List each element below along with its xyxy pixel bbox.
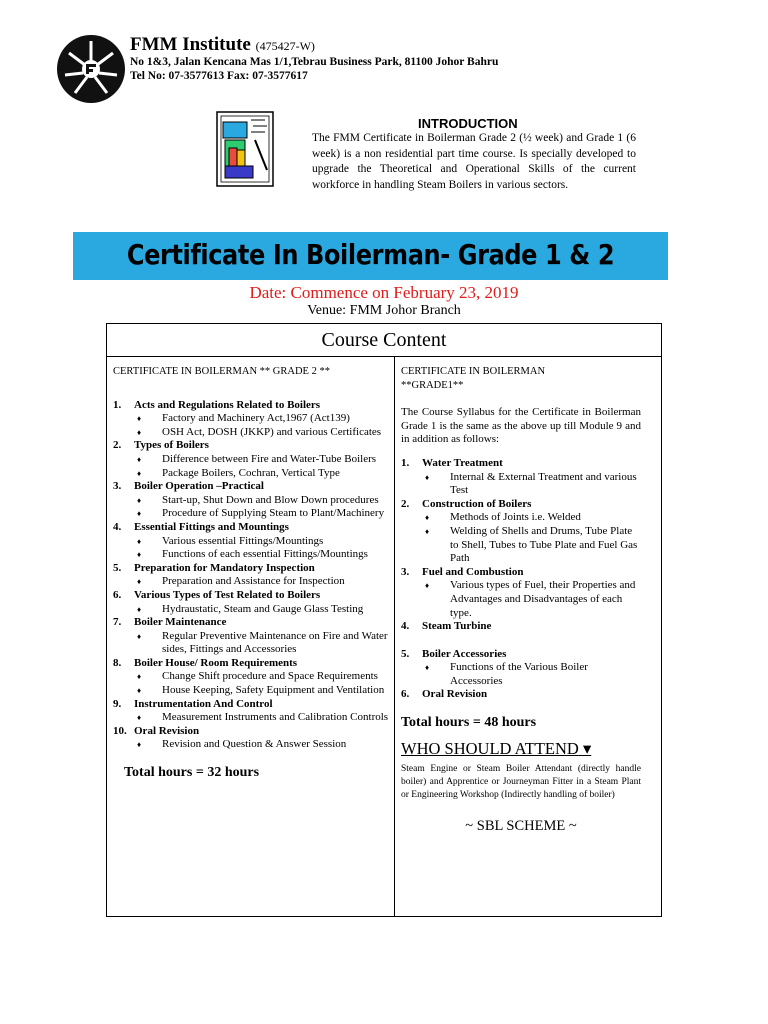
module-item [113,521,389,535]
module-title: Acts and Regulations Related to Boilers [134,398,321,411]
module-subtopic [113,494,389,508]
diamond-bullet-icon: ♦ [137,509,142,519]
grade1-intro: The Course Syllabus for the Certificate in Boilerman Grade 1 is the same as the above up till Module 9 and in addition as follows: [401,406,641,446]
module-number: 2. [113,439,122,452]
module-number: 4. [113,520,122,533]
module-subtopic [113,738,389,752]
module-title: Water Treatment [422,456,503,469]
stationery-clipart-icon [215,110,275,188]
module-number: 7. [113,616,122,629]
diamond-bullet-icon: ♦ [137,427,142,437]
subtopic-text: Hydraustatic, Steam and Gauge Glass Testing [162,602,364,615]
column-divider [394,357,395,916]
module-item [113,439,389,453]
module-number: 3. [113,480,122,493]
grade2-module-list [113,399,389,752]
diamond-bullet-icon: ♦ [137,713,142,723]
module-title: Steam Turbine [422,620,492,633]
grade2-total-hours: Total hours = 32 hours [124,765,260,781]
diamond-bullet-icon: ♦ [425,663,430,673]
module-title: Construction of Boilers [422,497,532,510]
diamond-bullet-icon: ♦ [425,513,430,523]
subtopic-text: Package Boilers, Cochran, Vertical Type [162,466,340,479]
module-subtopic [401,579,641,620]
module-subtopic [113,630,389,657]
intro-heading: INTRODUCTION [418,116,518,131]
module-title: Boiler Accessories [422,647,507,660]
module-item [113,725,389,739]
subtopic-text: Functions of each essential Fittings/Mountings [162,548,368,561]
module-title: Essential Fittings and Mountings [134,520,289,533]
module-number: 6. [401,688,410,701]
module-title: Oral Revision [422,688,488,701]
module-title: Preparation for Mandatory Inspection [134,561,315,574]
module-item [401,648,641,662]
module-title: Types of Boilers [134,439,209,452]
module-item [113,480,389,494]
module-subtopic [113,535,389,549]
grade1-heading-line2: **GRADE1** [401,379,464,391]
course-title: Certificate In Boilerman- Grade 1 & 2 [126,238,615,271]
subtopic-text: OSH Act, DOSH (JKKP) and various Certificates [162,425,382,438]
diamond-bullet-icon: ♦ [137,414,142,424]
module-item [113,399,389,413]
grade2-heading: CERTIFICATE IN BOILERMAN ** GRADE 2 ** [113,366,330,377]
grade1-heading-line1: CERTIFICATE IN BOILERMAN [401,366,546,377]
who-should-attend-text: Steam Engine or Steam Boiler Attendant (directly handle boiler) and Apprentice or Journeyman Fitter in a Steam Plant or Engineering Workshop (Indirectly handling of boiler) [401,764,641,801]
module-subtopic [401,525,641,566]
module-title: Boiler House/ Room Requirements [134,656,298,669]
module-item [401,688,641,702]
subtopic-text: Procedure of Supplying Steam to Plant/Machinery [162,507,385,520]
module-number: 4. [401,620,410,633]
module-title: Fuel and Combustion [422,565,524,578]
module-subtopic [113,711,389,725]
module-number: 8. [113,656,122,669]
module-number: 1. [401,456,410,469]
diamond-bullet-icon: ♦ [137,536,142,546]
commence-date: Date: Commence on February 23, 2019 [249,283,519,302]
subtopic-text: Start-up, Shut Down and Blow Down procedures [162,493,379,506]
fmm-logo [55,33,127,105]
subtopic-text: Revision and Question & Answer Session [162,738,347,751]
module-subtopic [113,426,389,440]
module-subtopic [113,575,389,589]
diamond-bullet-icon: ♦ [137,686,142,696]
subtopic-text: Difference between Fire and Water-Tube Boilers [162,452,377,465]
subtopic-text: Internal & External Treatment and various Test [450,470,637,497]
diamond-bullet-icon: ♦ [137,468,142,478]
intro-text: The FMM Certificate in Boilerman Grade 2 (½ week) and Grade 1 (6 week) is a non residential part time course. Is specially developed to upgrade the Theoretical and Operational Skills of the current workforce in handling Steam Boilers in various sectors. [312,132,636,191]
module-number: 9. [113,697,122,710]
diamond-bullet-icon: ♦ [425,581,430,591]
module-number: 2. [401,497,410,510]
diamond-bullet-icon: ♦ [425,472,430,482]
module-number: 5. [113,561,122,574]
module-subtopic [401,471,641,498]
module-item [401,498,641,512]
grade1-column [401,365,641,834]
institute-phone: Tel No: 07-3577613 Fax: 07-3577617 [130,70,308,82]
module-item [401,620,641,634]
module-item [113,589,389,603]
grade1-heading [401,365,641,392]
module-title: Instrumentation And Control [134,697,273,710]
module-subtopic [113,412,389,426]
module-title: Boiler Operation –Practical [134,480,264,493]
subtopic-text: Various essential Fittings/Mountings [162,534,324,547]
diamond-bullet-icon: ♦ [137,454,142,464]
subtopic-text: House Keeping, Safety Equipment and Ventilation [162,684,385,697]
subtopic-text: Factory and Machinery Act,1967 (Act139) [162,412,350,425]
diamond-bullet-icon: ♦ [137,740,142,750]
module-subtopic [113,603,389,617]
module-item [401,457,641,471]
module-item [113,657,389,671]
diamond-bullet-icon: ♦ [137,672,142,682]
grade2-column [113,365,389,780]
module-subtopic [401,661,641,688]
module-subtopic [113,507,389,521]
subtopic-text: Regular Preventive Maintenance on Fire and Water sides, Fittings and Accessories [162,629,388,656]
module-item [401,566,641,580]
diamond-bullet-icon: ♦ [137,550,142,560]
subtopic-text: Preparation and Assistance for Inspection [162,575,345,588]
module-number: 10. [113,724,127,737]
institute-address: No 1&3, Jalan Kencana Mas 1/1,Tebrau Business Park, 81100 Johor Bahru [130,56,499,68]
dropdown-arrow-icon: ▾ [582,738,592,758]
subtopic-text: Methods of Joints i.e. Welded [450,511,581,524]
registration-number: (475427-W) [255,39,315,53]
course-content-title: Course Content [107,324,661,357]
institute-name: FMM Institute (475427-W) [130,34,315,55]
subtopic-text: Various types of Fuel, their Properties and Advantages and Disadvantages of each type. [450,579,636,619]
module-subtopic [113,670,389,684]
subtopic-text: Welding of Shells and Drums, Tube Plate to Shell, Tubes to Tube Plate and Fuel Gas Path [450,524,638,565]
subtopic-text: Change Shift procedure and Space Requirements [162,670,378,683]
module-item [113,616,389,630]
module-title: Various Types of Test Related to Boilers [134,588,321,601]
venue: Venue: FMM Johor Branch [307,303,461,318]
sbl-scheme: ~ SBL SCHEME ~ [465,818,577,835]
module-subtopic [401,511,641,525]
subtopic-text: Measurement Instruments and Calibration Controls [162,711,389,724]
module-subtopic [113,548,389,562]
module-number: 5. [401,647,410,660]
course-content-box [106,323,662,917]
diamond-bullet-icon: ♦ [425,526,430,536]
module-subtopic [113,467,389,481]
module-number: 3. [401,565,410,578]
grade1-module-list [401,457,641,702]
diamond-bullet-icon: ♦ [137,495,142,505]
module-number: 6. [113,588,122,601]
diamond-bullet-icon: ♦ [137,631,142,641]
module-number: 1. [113,398,122,411]
who-should-attend-heading [401,738,641,758]
diamond-bullet-icon: ♦ [137,577,142,587]
subtopic-text: Functions of the Various Boiler Accessories [450,661,588,687]
module-subtopic [113,453,389,467]
title-banner [73,232,668,280]
module-title: Oral Revision [134,724,200,737]
module-item [113,562,389,576]
diamond-bullet-icon: ♦ [137,604,142,614]
who-should-attend-label: WHO SHOULD ATTEND [401,738,579,758]
grade1-total-hours: Total hours = 48 hours [401,715,537,731]
module-item [113,698,389,712]
module-title: Boiler Maintenance [134,616,227,629]
module-subtopic [113,684,389,698]
